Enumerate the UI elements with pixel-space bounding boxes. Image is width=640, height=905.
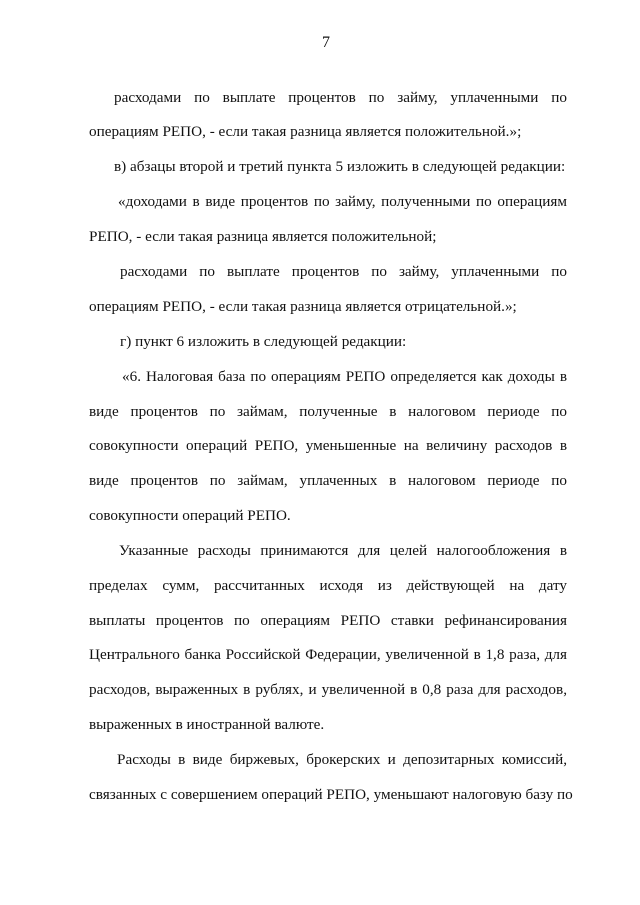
text-line: «6. Налоговая база по операциям РЕПО определяется как доходы в	[122, 368, 567, 385]
text-line: выраженных в иностранной валюте.	[89, 716, 325, 733]
text-line: совокупности операций РЕПО, уменьшенные на величину расходов в	[89, 437, 567, 454]
text-line: Центрального банка Российской Федерации, увеличенной в 1,8 раза, для	[89, 646, 567, 663]
text-line: расходами по выплате процентов по займу, уплаченными по	[114, 89, 567, 106]
text-line: операциям РЕПО, - если такая разница является отрицательной.»;	[89, 298, 517, 315]
text-line: пределах сумм, рассчитанных исходя из действующей на дату	[89, 577, 567, 594]
text-line: «доходами в виде процентов по займу, полученными по операциям	[118, 193, 567, 210]
text-line: выплаты процентов по операциям РЕПО ставки рефинансирования	[89, 612, 567, 629]
text-line: виде процентов по займам, полученные в налоговом периоде по	[89, 403, 567, 420]
text-line: Указанные расходы принимаются для целей налогообложения в	[119, 542, 567, 559]
text-line: расходов, выраженных в рублях, и увеличенной в 0,8 раза для расходов,	[89, 681, 567, 698]
text-line: г) пункт 6 изложить в следующей редакции:	[120, 333, 407, 350]
text-line: расходами по выплате процентов по займу, уплаченными по	[120, 263, 567, 280]
text-line: связанных с совершением операций РЕПО, уменьшают налоговую базу по	[89, 786, 573, 803]
text-line: виде процентов по займам, уплаченных в налоговом периоде по	[89, 472, 567, 489]
text-line: операциям РЕПО, - если такая разница является положительной.»;	[89, 123, 522, 140]
page-number: 7	[322, 34, 330, 51]
text-line: РЕПО, - если такая разница является положительной;	[89, 228, 437, 245]
text-line: в) абзацы второй и третий пункта 5 изложить в следующей редакции:	[114, 158, 566, 175]
text-line: Расходы в виде биржевых, брокерских и депозитарных комиссий,	[117, 751, 567, 768]
text-line: совокупности операций РЕПО.	[89, 507, 291, 524]
